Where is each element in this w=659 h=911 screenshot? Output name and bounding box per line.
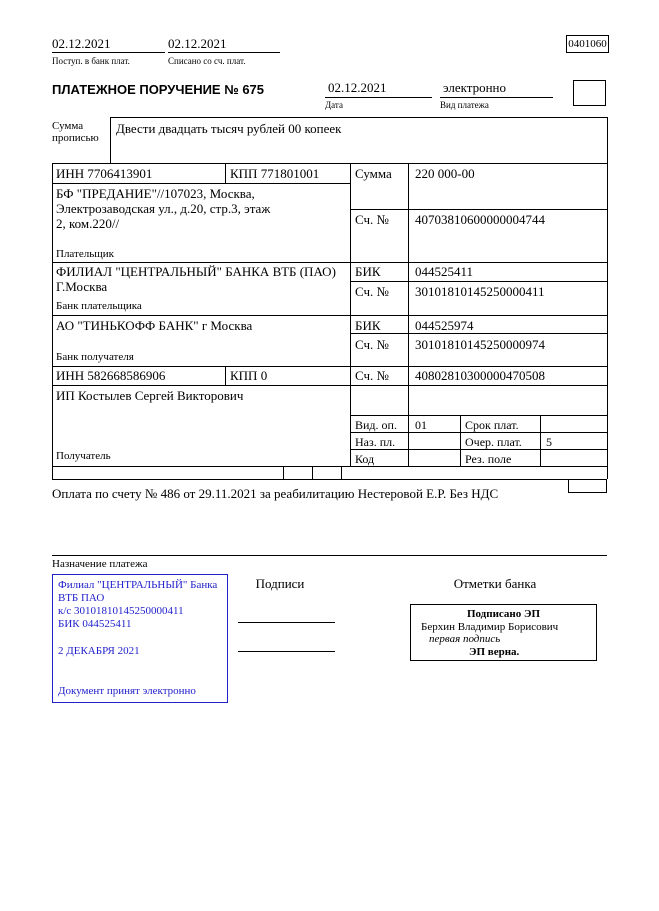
form-code-box (566, 35, 609, 53)
ocher-plat-label: Очер. плат. (465, 435, 522, 449)
kod-label: Код (355, 452, 375, 466)
srok-plat-label: Срок плат. (465, 418, 519, 432)
bank-marks-label: Отметки банка (453, 576, 537, 591)
payer-bank-bik-label: БИК (355, 264, 381, 279)
cell-divider (225, 366, 226, 385)
date-received: 02.12.2021 (52, 36, 111, 51)
cell-divider (283, 466, 284, 479)
payer-section-label: Плательщик (56, 248, 114, 260)
amount-words-label-2: прописью (52, 132, 99, 144)
date-debited-field (168, 36, 280, 53)
cell-divider (460, 415, 461, 466)
payer-bank-account-label: Сч. № (355, 284, 389, 299)
grid-line (52, 366, 607, 367)
esign-role: первая подпись (429, 633, 501, 645)
payer-name-line-2: Электрозаводская ул., д.20, стр.3, этаж (56, 201, 271, 216)
cell-divider (225, 163, 226, 183)
naz-pl-label: Наз. пл. (355, 435, 396, 449)
receiver-kpp: КПП 0 (230, 368, 268, 383)
doc-date-label: Дата (325, 100, 343, 110)
form-code: 0401060 (568, 38, 607, 50)
payer-bank-name-2: Г.Москва (56, 279, 108, 294)
stamp-line-3: к/с 30101810145250000411 (58, 605, 184, 617)
receiver-bank-bik: 044525974 (415, 318, 474, 333)
date-received-label: Поступ. в банк плат. (52, 56, 130, 66)
receiver-name: ИП Костылев Сергей Викторович (56, 388, 244, 403)
grid-line (350, 281, 607, 282)
amount-words-label-1: Сумма (52, 120, 84, 132)
stamp-note: Документ принят электронно (58, 685, 196, 697)
payment-purpose: Оплата по счету № 486 от 29.11.2021 за реабилитацию Нестеровой Е.Р. Без НДС (52, 486, 499, 501)
vid-op-value: 01 (415, 418, 427, 432)
cell-divider (350, 163, 351, 466)
stamp-line-1: Филиал "ЦЕНТРАЛЬНЫЙ" Банка (58, 579, 218, 591)
doc-date: 02.12.2021 (328, 80, 387, 95)
payment-purpose-label: Назначение платежа (52, 558, 148, 570)
bank-mark-cell (568, 479, 607, 493)
esign-title: Подписано ЭП (466, 608, 541, 620)
receiver-bank-account-label: Сч. № (355, 337, 389, 352)
stamp-line-4: БИК 044525411 (58, 618, 132, 630)
receiver-bank-name: АО "ТИНЬКОФФ БАНК" г Москва (56, 318, 253, 333)
receiver-inn: ИНН 582668586906 (56, 368, 166, 383)
cell-divider (312, 466, 313, 479)
payment-kind: электронно (443, 80, 507, 95)
signatures-label: Подписи (255, 576, 305, 591)
doc-date-field (325, 79, 432, 98)
esign-box (410, 604, 597, 661)
date-debited: 02.12.2021 (168, 36, 227, 51)
payment-kind-label: Вид платежа (440, 100, 489, 110)
grid-line (52, 315, 607, 316)
cell-divider (540, 415, 541, 466)
payer-account-label: Сч. № (355, 212, 389, 227)
receiver-bank-section-label: Банк получателя (56, 351, 134, 363)
cell-divider (341, 466, 342, 479)
payer-kpp: КПП 771801001 (230, 166, 320, 181)
grid-line (52, 163, 53, 479)
receiver-section-label: Получатель (56, 450, 111, 462)
payment-kind-field (440, 79, 553, 98)
amount-label: Сумма (355, 166, 392, 181)
grid-line (350, 415, 607, 416)
grid-line (52, 163, 607, 164)
receiver-account-label: Сч. № (355, 368, 389, 383)
grid-line (52, 262, 607, 263)
grid-line (350, 333, 607, 334)
payer-account: 40703810600000004744 (415, 212, 545, 227)
grid-line (110, 117, 607, 118)
signature-line-2 (238, 651, 335, 652)
grid-line (607, 117, 608, 479)
rez-pole-label: Рез. поле (465, 452, 512, 466)
vid-op-label: Вид. оп. (355, 418, 397, 432)
stamp-date: 2 ДЕКАБРЯ 2021 (58, 645, 140, 657)
payer-bank-section-label: Банк плательщика (56, 300, 142, 312)
cell-divider (408, 163, 409, 466)
date-received-field (52, 36, 165, 53)
esign-status: ЭП верна. (469, 645, 520, 658)
payer-bank-account: 30101810145250000411 (415, 284, 545, 299)
doc-title: ПЛАТЕЖНОЕ ПОРУЧЕНИЕ № 675 (52, 82, 265, 97)
stamp-line-2: ВТБ ПАО (58, 592, 105, 604)
status-box (573, 80, 606, 106)
payer-bank-bik: 044525411 (415, 264, 474, 279)
receiver-bank-bik-label: БИК (355, 318, 381, 333)
payer-bank-name-1: ФИЛИАЛ "ЦЕНТРАЛЬНЫЙ" БАНКА ВТБ (ПАО) (56, 264, 336, 279)
payer-name-line-1: БФ "ПРЕДАНИЕ"//107023, Москва, (56, 186, 255, 201)
receiver-bank-account: 30101810145250000974 (415, 337, 545, 352)
grid-line (110, 117, 111, 163)
payer-name-line-3: 2, ком.220// (56, 216, 120, 231)
grid-line (52, 555, 607, 556)
grid-line (52, 183, 350, 184)
signature-line-1 (238, 622, 335, 623)
grid-line (350, 209, 607, 210)
amount-in-words: Двести двадцать тысяч рублей 00 копеек (116, 121, 342, 136)
receiver-account: 40802810300000470508 (415, 368, 545, 383)
grid-line (52, 466, 607, 467)
date-debited-label: Списано со сч. плат. (168, 56, 246, 66)
grid-line (52, 479, 607, 480)
bank-stamp (52, 574, 228, 703)
esign-name: Берхин Владимир Борисович (421, 620, 559, 633)
ocher-plat-value: 5 (546, 435, 552, 449)
amount-value: 220 000-00 (415, 166, 475, 181)
payer-inn: ИНН 7706413901 (56, 166, 153, 181)
grid-line (52, 385, 607, 386)
